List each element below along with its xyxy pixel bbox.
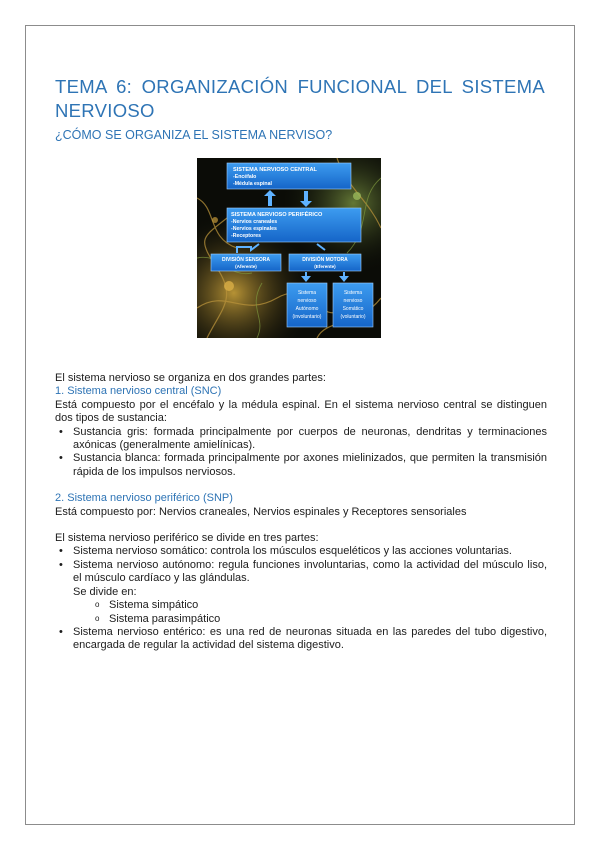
document-body (55, 372, 547, 653)
central-line-2: -Médula espinal (233, 181, 272, 187)
peripheral-title: SISTEMA NERVIOSO PERIFÉRICO (231, 212, 323, 218)
list-item: • Sistema nervioso entérico: es una red de neuronas situada en las paredes del tubo digestivo, encargada de regular la actividad del sistema digestivo. (73, 626, 547, 653)
page-title: TEMA 6: ORGANIZACIÓN FUNCIONAL DEL SISTEMA NERVIOSO (55, 76, 545, 121)
motor-sub: (Eferente) (314, 264, 336, 269)
list-item-text: Sistema nervioso autónomo: regula funciones involuntarias, como la actividad del músculo liso, el músculo cardíaco y las glándulas. (73, 558, 547, 585)
peripheral-line-1: -Nervios craneales (231, 219, 278, 225)
autonomic-line-3: Autónomo (295, 306, 319, 312)
list-item-subtext: Se divide en: (73, 585, 137, 598)
somatic-line-2: nervioso (343, 298, 363, 304)
sensory-title: DIVISIÓN SENSORA (221, 257, 271, 263)
peripheral-line-2: -Nervios espinales (231, 226, 277, 232)
snc-heading: 1. Sistema nervioso central (SNC) (55, 385, 222, 398)
autonomic-line-2: nervioso (297, 298, 317, 304)
snp-divide-text: El sistema nervioso periférico se divide en tres partes: (55, 532, 319, 545)
nervous-system-diagram (197, 158, 381, 338)
sub-list-item: o Sistema simpático (109, 599, 547, 612)
sensory-sub: (Aferente) (235, 264, 257, 269)
list-item: • Sistema nervioso somático: controla los músculos esqueléticos y las acciones voluntarias. (73, 545, 547, 558)
peripheral-line-3: -Receptores (231, 233, 261, 239)
somatic-line-1: Sistema (343, 290, 363, 296)
motor-title: DIVISIÓN MOTORA (302, 257, 348, 263)
snc-text: Está compuesto por el encéfalo y la médula espinal. En el sistema nervioso central se distinguen dos tipos de sustancia: (55, 398, 547, 425)
sub-list-item: o Sistema parasimpático (109, 613, 547, 626)
sub-list (73, 599, 547, 626)
somatic-line-3: Somático (342, 306, 364, 312)
intro-text: El sistema nervioso se organiza en dos grandes partes: (55, 372, 326, 384)
autonomic-line-1: Sistema (297, 290, 317, 296)
snc-list (55, 426, 547, 480)
snp-heading: 2. Sistema nervioso periférico (SNP) (55, 492, 233, 505)
list-item: • Sustancia blanca: formada principalmente por axones mielinizados, que permiten la transmisión rápida de los impulsos nerviosos. (73, 452, 547, 479)
page-subtitle: ¿CÓMO SE ORGANIZA EL SISTEMA NERVISO? (55, 128, 333, 142)
snp-list (55, 545, 547, 652)
snp-text: Está compuesto por: Nervios craneales, Nervios espinales y Receptores sensoriales (55, 505, 467, 518)
list-item: • Sustancia gris: formada principalmente por cuerpos de neuronas, dendritas y terminaciones axónicas (generalmente amielínicas). (73, 426, 547, 453)
central-title: SISTEMA NERVIOSO CENTRAL (233, 167, 317, 173)
somatic-line-4: (voluntario) (340, 314, 366, 320)
list-item (73, 559, 547, 626)
autonomic-line-4: (involuntario) (292, 314, 322, 320)
document-page (25, 25, 575, 825)
central-line-1: -Encéfalo (233, 174, 257, 180)
